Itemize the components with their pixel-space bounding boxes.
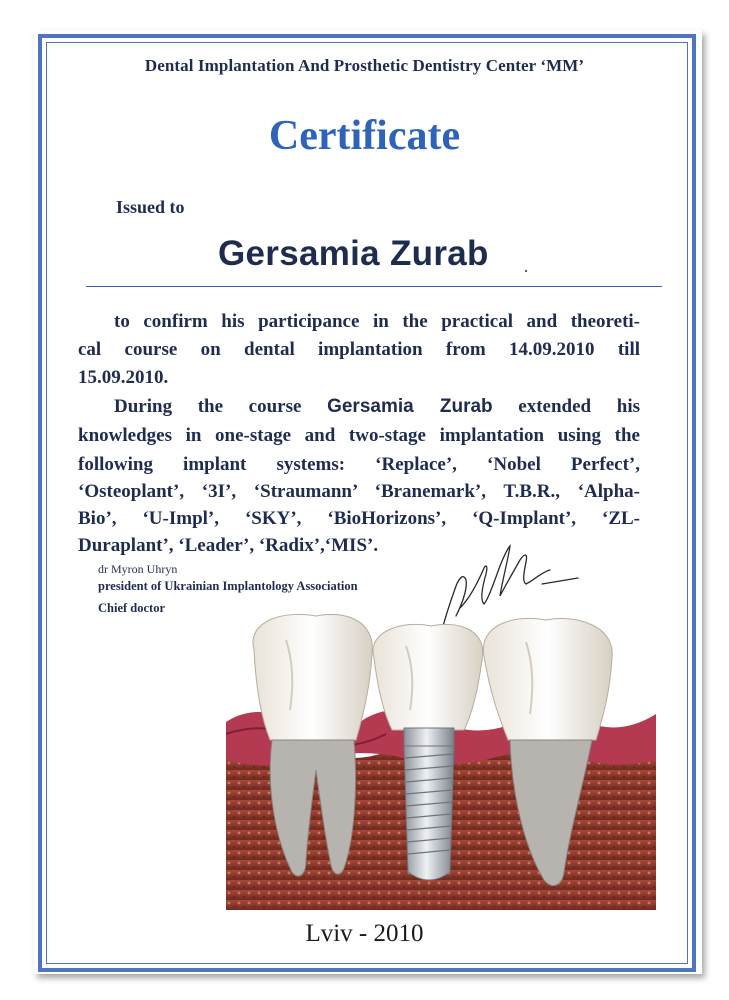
- body-text-line: following implant systems: ‘Replace’, ‘Nobel Perfect’,: [78, 454, 640, 475]
- body-text-line: knowledges in one-stage and two-stage implantation using the: [78, 425, 640, 446]
- body-text-segment: extended his: [492, 396, 640, 417]
- signatory-role: president of Ukrainian Implantology Association: [98, 579, 358, 593]
- signatory-title: Chief doctor: [98, 601, 165, 615]
- body-text-line: to confirm his participance in the practical and theoreti-: [114, 311, 640, 332]
- recipient-underline: [86, 286, 662, 287]
- recipient-name: Gersamia Zurab: [218, 234, 489, 273]
- issued-to-label: Issued to: [116, 197, 185, 217]
- body-text-line: ‘Osteoplant’, ‘3I’, ‘Straumann’ ‘Branemark’, T.B.R., ‘Alpha-: [78, 481, 640, 502]
- body-text-line: Duraplant’, ‘Leader’, ‘Radix’,‘MIS’.: [78, 535, 379, 556]
- body-text-line: 15.09.2010.: [78, 367, 169, 388]
- place-and-year: Lviv - 2010: [305, 920, 424, 947]
- body-text-segment: During the course: [114, 396, 328, 417]
- signatory-name: dr Myron Uhryn: [98, 562, 178, 576]
- body-text-line: [78, 396, 640, 418]
- body-text-line: Bio’, ‘U-Impl’, ‘SKY’, ‘BioHorizons’, ‘Q-Implant’, ‘ZL-: [78, 508, 640, 529]
- body-text-line: cal course on dental implantation from 14.09.2010 till: [78, 339, 640, 360]
- dental-implant-illustration: [226, 610, 656, 910]
- certificate-title: Certificate: [268, 113, 461, 159]
- stray-dot: [525, 270, 527, 272]
- recipient-name-inline: Gersamia Zurab: [327, 396, 493, 417]
- organization-heading: Dental Implantation And Prosthetic Dentistry Center ‘MM’: [144, 56, 585, 75]
